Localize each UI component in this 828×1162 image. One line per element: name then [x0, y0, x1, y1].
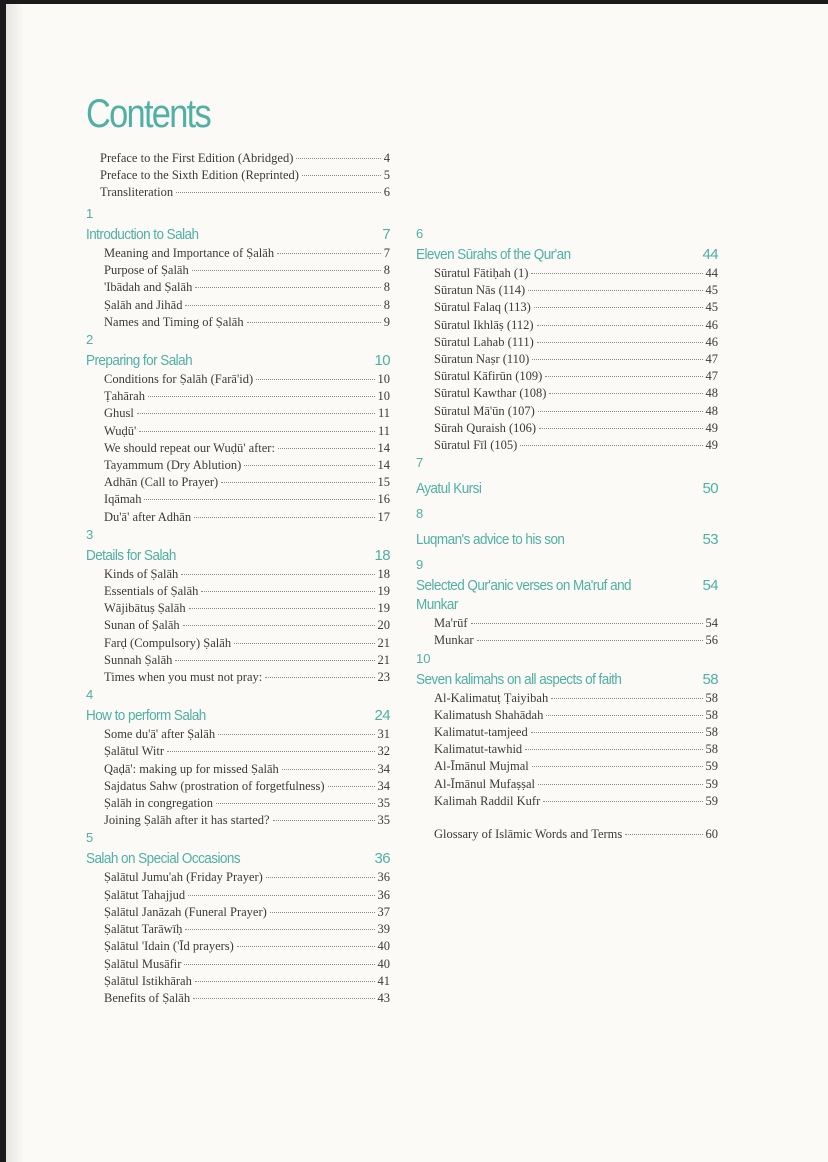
toc-entry-title: Ṣalātul Janāzah (Funeral Prayer) [104, 904, 267, 919]
dot-leader [477, 640, 703, 641]
toc-entry[interactable] [434, 299, 718, 316]
dot-leader [266, 877, 375, 878]
toc-entry-page: 34 [377, 778, 390, 793]
dot-leader [195, 981, 375, 982]
dot-leader [144, 499, 374, 500]
dot-leader [175, 660, 374, 661]
dot-leader [201, 591, 374, 592]
toc-entry-page: 8 [383, 297, 390, 312]
toc-entry[interactable] [104, 973, 390, 990]
dot-leader [185, 305, 380, 306]
toc-entry[interactable] [434, 793, 718, 810]
toc-entry[interactable] [434, 707, 718, 724]
dot-leader [551, 698, 702, 699]
section-heading[interactable] [416, 479, 718, 498]
toc-entry[interactable] [104, 440, 390, 457]
glossary-entry-wrap [416, 826, 718, 843]
toc-entry-page: 48 [705, 403, 718, 418]
toc-entry[interactable] [104, 262, 390, 279]
toc-entry-page: 18 [377, 566, 390, 581]
toc-entry[interactable] [104, 491, 390, 508]
section-entries [86, 566, 390, 686]
toc-entry[interactable] [434, 632, 718, 649]
document-page [6, 4, 828, 1162]
dot-leader [545, 376, 702, 377]
dot-leader [137, 413, 375, 414]
toc-entry[interactable] [434, 282, 718, 299]
toc-entry[interactable] [104, 669, 390, 686]
toc-entry-page: 6 [383, 185, 390, 200]
toc-entry-title: Farḍ (Compulsory) Ṣalāh [104, 635, 232, 650]
section-entries [416, 615, 718, 649]
section-heading[interactable] [416, 670, 718, 689]
dot-leader [531, 732, 703, 733]
toc-entry-title: Ṣalātul 'Idain ('Īd prayers) [104, 939, 234, 954]
dot-leader [270, 912, 375, 913]
dot-leader [192, 270, 381, 271]
toc-entry-page: 11 [377, 423, 390, 438]
toc-entry[interactable] [104, 457, 390, 474]
toc-entry[interactable] [104, 761, 390, 778]
toc-entry[interactable] [104, 279, 390, 296]
dot-leader [277, 253, 381, 254]
toc-entry-page: 60 [705, 827, 718, 842]
toc-entry[interactable] [104, 938, 390, 955]
toc-entry[interactable] [104, 617, 390, 634]
toc-entry[interactable] [100, 167, 390, 184]
toc-entry-title: Kalimatut-tawhid [434, 742, 523, 757]
section-entries [86, 869, 390, 1007]
toc-entry[interactable] [434, 351, 718, 368]
section-heading-page: 53 [702, 531, 718, 549]
dot-leader [139, 431, 375, 432]
dot-leader [237, 946, 375, 947]
toc-entry[interactable] [434, 724, 718, 741]
toc-entry-title: Purpose of Ṣalāh [104, 263, 189, 278]
dot-leader [538, 784, 702, 785]
section-number: 7 [416, 455, 424, 471]
section-entries [86, 726, 390, 829]
toc-entry-page: 15 [377, 475, 390, 490]
toc-entry-page: 20 [377, 618, 390, 633]
section-heading-title: Introduction to Salah [86, 226, 199, 243]
section-heading[interactable] [416, 245, 718, 264]
dot-leader [234, 643, 374, 644]
toc-entry-page: 58 [705, 725, 718, 740]
dot-leader [273, 820, 375, 821]
toc-entry[interactable] [434, 403, 718, 420]
toc-entry-title: Kinds of Ṣalāh [104, 566, 179, 581]
toc-entry-title: Sūratul Ikhlāṣ (112) [434, 317, 534, 332]
toc-entry-title: Adhān (Call to Prayer) [104, 475, 219, 490]
toc-entry-title: Names and Timing of Ṣalāh [104, 314, 244, 329]
toc-entry[interactable] [104, 812, 390, 829]
toc-entry[interactable] [100, 150, 390, 167]
toc-entry-title: Joining Ṣalāh after it has started? [104, 813, 270, 828]
toc-entry-page: 19 [377, 584, 390, 599]
toc-entry-title: Kalimah Raddil Kufr [434, 793, 541, 808]
toc-entry[interactable] [434, 690, 718, 707]
section-heading-page: 50 [702, 480, 718, 498]
toc-entry[interactable] [434, 741, 718, 758]
section-heading-page: 58 [702, 670, 718, 688]
dot-leader [538, 411, 703, 412]
toc-entry-title: Transliteration [100, 185, 174, 200]
toc-entry[interactable] [104, 509, 390, 526]
toc-entry[interactable] [104, 245, 390, 262]
toc-entry-title: Preface to the First Edition (Abridged) [100, 151, 294, 165]
toc-entry[interactable] [104, 583, 390, 600]
dot-leader [244, 465, 374, 466]
toc-entry[interactable] [104, 904, 390, 921]
section-number: 10 [416, 650, 431, 666]
toc-entry-page: 43 [377, 990, 390, 1005]
toc-entry-page: 11 [377, 406, 390, 421]
toc-entry-title: Benefits of Ṣalāh [104, 990, 191, 1005]
toc-entry-page: 9 [383, 314, 390, 329]
toc-entry[interactable] [104, 600, 390, 617]
section-heading-page: 36 [374, 850, 390, 868]
toc-entry-title: Ṣalātut Tarāwīḥ [104, 922, 183, 937]
page-title: Contents [86, 92, 210, 136]
toc-entry[interactable] [104, 921, 390, 938]
dot-leader [525, 749, 702, 750]
toc-entry-title: Ṣalāh in congregation [104, 796, 213, 811]
section-entries [416, 690, 718, 810]
section-heading-page: 18 [374, 546, 390, 564]
toc-entry-page: 36 [377, 887, 390, 902]
toc-entry-page: 39 [377, 922, 390, 937]
toc-entry-title: Du'ā' after Adhān [104, 509, 192, 524]
section-entries [86, 245, 390, 331]
toc-entry-title: We should repeat our Wuḍū' after: [104, 440, 275, 455]
toc-entry-title: Meaning and Importance of Ṣalāh [104, 246, 275, 260]
section-heading-page: 44 [702, 246, 718, 263]
toc-entry-title: Glossary of Islāmic Words and Terms [434, 827, 623, 842]
dot-leader [148, 396, 375, 397]
toc-entry-page: 19 [377, 601, 390, 616]
section-heading[interactable] [416, 530, 718, 549]
toc-entry[interactable] [434, 334, 718, 351]
toc-entry-page: 35 [377, 796, 390, 811]
section-heading-page: 24 [374, 707, 390, 725]
toc-entry-title: Sūratun Naṣr (110) [434, 352, 530, 367]
toc-entry-page: 21 [377, 652, 390, 667]
toc-entry-title: Sūrah Quraish (106) [434, 420, 537, 435]
toc-entry-page: 46 [705, 334, 718, 349]
toc-entry-page: 49 [705, 438, 718, 453]
toc-entry-title: Sūratul Falaq (113) [434, 300, 531, 315]
section-heading-title: Details for Salah [86, 546, 176, 564]
toc-entry[interactable] [104, 778, 390, 795]
toc-entry-title: Ṣalātul Witr [104, 744, 165, 759]
toc-entry[interactable] [104, 869, 390, 886]
toc-entry[interactable] [434, 265, 718, 282]
toc-entry[interactable] [434, 758, 718, 775]
toc-entry-title: Sajdatus Sahw (prostration of forgetfulness) [104, 778, 325, 793]
section-number: 8 [416, 506, 424, 522]
glossary-spacer [416, 810, 718, 826]
dot-leader [278, 448, 375, 449]
toc-entry-title: Al-Kalimatuṭ Ṭaiyibah [434, 690, 549, 705]
section-heading-title: Ayatul Kursi [416, 480, 482, 498]
toc-entry[interactable] [434, 776, 718, 793]
dot-leader [218, 734, 374, 735]
toc-entry[interactable] [104, 990, 390, 1007]
toc-entry-title: Ṣalātut Tahajjud [104, 887, 186, 902]
toc-entry[interactable] [434, 826, 718, 843]
dot-leader [534, 307, 703, 308]
toc-entry-title: Tayammum (Dry Ablution) [104, 458, 242, 473]
section-heading-page: 54 [702, 577, 718, 595]
toc-entry[interactable] [104, 566, 390, 583]
toc-entry-title: Ṭahārah [104, 389, 145, 404]
toc-entry[interactable] [104, 423, 390, 440]
toc-entry-title: Sūratul Lahab (111) [434, 334, 534, 349]
dot-leader [167, 751, 374, 752]
toc-entry-page: 34 [377, 761, 390, 776]
dot-leader [265, 677, 374, 678]
toc-entry-title: Sūratul Mā'ūn (107) [434, 403, 535, 418]
toc-entry-page: 45 [705, 300, 718, 315]
dot-leader [256, 379, 374, 380]
intro-entries [100, 150, 390, 202]
dot-leader [532, 766, 703, 767]
section-number: 9 [416, 557, 424, 573]
section-heading-title: Seven kalimahs on all aspects of faith [416, 670, 622, 688]
section-heading-title: Selected Qur'anic verses on Ma'ruf and Munkar [416, 577, 632, 614]
toc-entry[interactable] [104, 371, 390, 388]
toc-entry-title: Kalimatut-tamjeed [434, 725, 528, 740]
toc-entry-title: Times when you must not pray: [104, 670, 263, 685]
dot-leader [193, 998, 374, 999]
section-number: 4 [86, 687, 94, 703]
toc-entry-page: 8 [383, 280, 390, 295]
page-edge-shadow [6, 4, 24, 1162]
section-heading[interactable] [86, 351, 390, 370]
toc-entry-page: 58 [705, 707, 718, 722]
section-heading-title: Salah on Special Occasions [86, 850, 241, 868]
dot-leader [282, 769, 375, 770]
toc-entry-title: Kalimatush Shahādah [434, 707, 544, 722]
section-heading[interactable] [86, 546, 390, 565]
dot-leader [302, 175, 381, 176]
section-heading[interactable] [86, 225, 390, 244]
section-heading[interactable] [416, 576, 718, 614]
toc-entry[interactable] [434, 437, 718, 454]
toc-entry-page: 7 [383, 246, 390, 260]
toc-entry-title: Wuḍū' [104, 423, 137, 438]
toc-entry-page: 10 [377, 372, 390, 387]
section-heading-title: Preparing for Salah [86, 352, 193, 370]
dot-leader [221, 482, 374, 483]
dot-leader [247, 322, 381, 323]
toc-entry-page: 47 [705, 352, 718, 367]
dot-leader [471, 623, 703, 624]
toc-entry-title: Sūratun Nās (114) [434, 283, 526, 298]
toc-entry-title: Al-Īmānul Mujmal [434, 759, 529, 774]
toc-entry-title: Sunan of Ṣalāh [104, 618, 180, 633]
dot-leader [188, 895, 374, 896]
dot-leader [546, 715, 702, 716]
toc-entry-title: Iqāmah [104, 492, 142, 507]
dot-leader [181, 574, 374, 575]
dot-leader [194, 517, 374, 518]
toc-entry[interactable] [104, 388, 390, 405]
toc-entry[interactable] [104, 297, 390, 314]
toc-entry-title: Preface to the Sixth Edition (Reprinted) [100, 168, 299, 183]
dot-leader [531, 273, 702, 274]
toc-entry-page: 46 [705, 317, 718, 332]
section-heading-title: Luqman's advice to his son [416, 531, 565, 549]
toc-entry-page: 32 [377, 744, 390, 759]
toc-entry-page: 23 [377, 670, 390, 685]
toc-entry-page: 58 [705, 742, 718, 757]
section-number: 2 [86, 332, 94, 348]
toc-entry-page: 4 [383, 151, 390, 165]
toc-entry[interactable] [104, 956, 390, 973]
toc-entry-title: Ṣalātul Musāfir [104, 956, 182, 971]
toc-entry[interactable] [434, 420, 718, 437]
toc-entry-page: 31 [377, 727, 390, 742]
toc-entry-page: 36 [377, 870, 390, 885]
toc-entry-page: 59 [705, 793, 718, 808]
toc-entry-title: Sūratul Kawthar (108) [434, 386, 547, 401]
section-heading-page: 10 [374, 352, 390, 370]
toc-entry-page: 40 [377, 956, 390, 971]
toc-entry[interactable] [434, 317, 718, 334]
toc-entry[interactable] [434, 615, 718, 632]
toc-entry-title: Al-Īmānul Mufaṣṣal [434, 776, 536, 791]
dot-leader [184, 964, 374, 965]
section-heading-page: 7 [382, 226, 390, 243]
toc-entry-page: 41 [377, 973, 390, 988]
toc-entry-title: Ghusl [104, 406, 134, 421]
dot-leader [189, 608, 375, 609]
toc-entry-title: Ṣalātul Istikhārah [104, 973, 192, 988]
section-entries [86, 371, 390, 526]
section-entries [416, 265, 718, 454]
toc-entry-page: 45 [705, 283, 718, 298]
section-heading[interactable] [86, 706, 390, 725]
dot-leader [549, 393, 702, 394]
toc-entry-page: 48 [705, 386, 718, 401]
toc-entry[interactable] [104, 652, 390, 669]
toc-entry[interactable] [100, 184, 390, 201]
toc-entry[interactable] [104, 474, 390, 491]
toc-entry-page: 21 [377, 635, 390, 650]
dot-leader [185, 929, 374, 930]
toc-entry-page: 5 [383, 168, 390, 183]
toc-entry-title: Wājibātuṣ Ṣalāh [104, 601, 186, 616]
toc-entry[interactable] [104, 635, 390, 652]
dot-leader [537, 325, 703, 326]
section-number: 5 [86, 830, 94, 846]
dot-leader [183, 625, 375, 626]
toc-entry[interactable] [104, 795, 390, 812]
dot-leader [520, 445, 702, 446]
toc-entry-page: 59 [705, 776, 718, 791]
contents-right-column [416, 225, 718, 843]
toc-entry-title: Qaḍā': making up for missed Ṣalāh [104, 761, 279, 776]
toc-entry-page: 44 [705, 266, 718, 280]
toc-entry-page: 40 [377, 939, 390, 954]
section-number: 1 [86, 206, 94, 221]
dot-leader [328, 786, 375, 787]
toc-entry-title: Ṣalātul Jumu'ah (Friday Prayer) [104, 870, 263, 885]
toc-entry[interactable] [434, 385, 718, 402]
toc-entry-page: 14 [377, 440, 390, 455]
section-heading[interactable] [86, 849, 390, 868]
dot-leader [176, 192, 381, 193]
toc-entry[interactable] [104, 726, 390, 743]
dot-leader [537, 342, 703, 343]
section-heading-title: Eleven Sūrahs of the Qur'an [416, 246, 571, 263]
toc-entry-page: 35 [377, 813, 390, 828]
dot-leader [543, 801, 702, 802]
toc-entry-title: Sūratul Fīl (105) [434, 438, 518, 453]
toc-entry-title: Ma'rūf [434, 616, 468, 631]
toc-entry-page: 37 [377, 904, 390, 919]
dot-leader [528, 290, 702, 291]
toc-entry-title: Munkar [434, 633, 474, 648]
dot-leader [625, 834, 702, 835]
toc-entry-title: Sūratul Fātiḥah (1) [434, 266, 529, 280]
toc-entry-page: 8 [383, 263, 390, 278]
toc-entry-page: 49 [705, 420, 718, 435]
dot-leader [195, 287, 380, 288]
toc-entry-page: 10 [377, 389, 390, 404]
toc-entry-page: 14 [377, 458, 390, 473]
toc-entry-title: Conditions for Ṣalāh (Farā'id) [104, 372, 254, 387]
dot-leader [296, 158, 380, 159]
toc-entry-page: 59 [705, 759, 718, 774]
toc-entry-title: Essentials of Ṣalāh [104, 584, 199, 599]
toc-entry-title: Some du'ā' after Ṣalāh [104, 727, 216, 742]
toc-entry[interactable] [434, 368, 718, 385]
contents-left-column [86, 205, 390, 1007]
toc-entry-title: Ṣalāh and Jihād [104, 297, 183, 312]
section-number: 3 [86, 526, 94, 542]
toc-entry-title: Sunnah Ṣalāh [104, 652, 173, 667]
toc-entry[interactable] [104, 405, 390, 422]
dot-leader [532, 359, 702, 360]
toc-entry-page: 56 [705, 633, 718, 648]
section-heading-title: How to perform Salah [86, 707, 206, 725]
toc-entry-title: Sūratul Kāfirūn (109) [434, 369, 543, 384]
section-number: 6 [416, 226, 424, 241]
toc-entry[interactable] [104, 314, 390, 331]
toc-entry-page: 17 [377, 509, 390, 524]
toc-entry-page: 54 [705, 616, 718, 631]
toc-entry-page: 47 [705, 369, 718, 384]
toc-entry[interactable] [104, 887, 390, 904]
toc-entry[interactable] [104, 743, 390, 760]
toc-entry-page: 16 [377, 492, 390, 507]
toc-entry-page: 58 [705, 690, 718, 705]
dot-leader [216, 803, 375, 804]
toc-entry-title: 'Ibādah and Ṣalāh [104, 280, 193, 295]
dot-leader [539, 428, 702, 429]
